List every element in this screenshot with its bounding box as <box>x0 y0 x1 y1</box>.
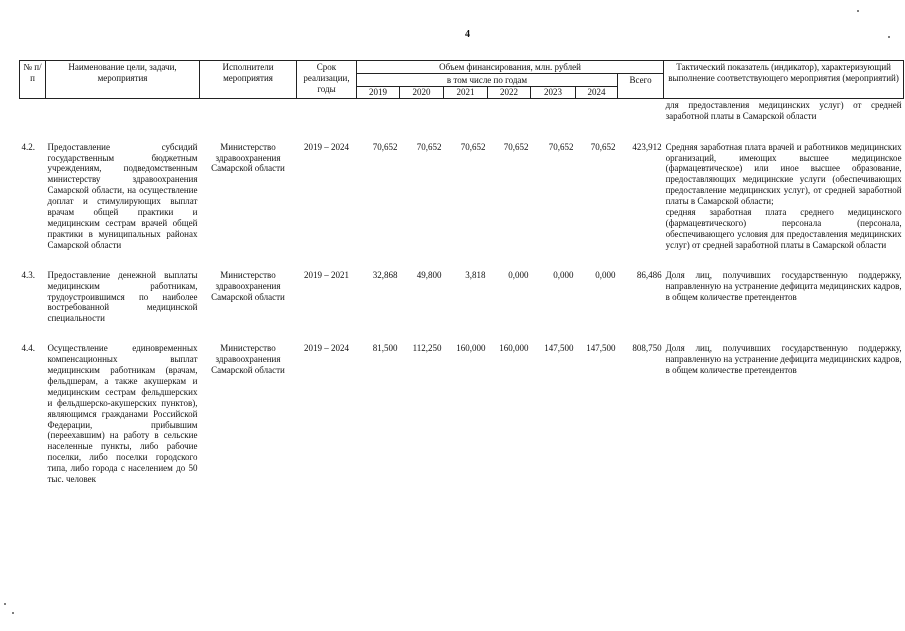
continuation-text: для предоставления медицинских услуг) от средней заработной платы в Самарской области <box>665 99 902 121</box>
row-name: Предоставление субсидий государственным бюджетным учреждениям, подведомственным министерству здравоохранения Самарской области, на осуществление доплат и стимулирующих выплат врачам общей практики и медицинским сестрам врачей общей практики в муниципальных районах Самарской области <box>47 141 198 250</box>
row-total: 808,750 <box>632 343 662 354</box>
page-number: 4 <box>465 29 470 40</box>
header-year: 2022 <box>488 86 531 98</box>
header-term: Срок реализации, годы <box>297 61 357 99</box>
scan-speck <box>888 36 890 38</box>
row-name: Осуществление единовременных компенсационных выплат медицинским работникам (врачам, фельдшерам, а также акушеркам и медицинским сестрам фельдшерских и фельдшерско-акушерских пунктов), являющимся гражданами Российской Федерации, прибывшим (переехавшим) на работу в сельские населенные пункты, либо рабочие поселки, либо поселки городского типа, либо города с населением до 50 тыс. человек <box>47 343 198 485</box>
row-value: 70,652 <box>548 141 574 152</box>
table-header <box>20 61 904 99</box>
row-value: 32,868 <box>372 269 398 280</box>
row-value: 112,250 <box>412 343 442 354</box>
header-year: 2023 <box>531 86 576 98</box>
row-term: 2019 – 2024 <box>304 343 349 354</box>
continuation-row <box>20 98 904 121</box>
header-by-years: в том числе по годам <box>357 73 618 86</box>
header-num: № п/п <box>20 61 46 99</box>
row-executor: Министерство здравоохранения Самарской области <box>211 343 285 376</box>
header-indicator: Тактический показатель (индикатор), характеризующий выполнение соответствующего мероприятия (мероприятий) <box>664 61 904 99</box>
row-value: 49,800 <box>416 269 442 280</box>
row-indicator: Средняя заработная плата врачей и работников медицинских организаций, имеющих высшее медицинское (фармацевтическое) или иное высшее образование, предоставляющих медицинские услуги (обеспечивающих предоставление медицинских услуг), от средней заработной платы в Самарской области; средняя заработная плата среднего медицинского (фармацевтического) персонала (персонала, обеспечивающего условия для предоставления медицинских услуг) от средней заработной платы в Самарской области <box>665 141 902 250</box>
row-value: 0,000 <box>553 269 574 280</box>
row-term: 2019 – 2021 <box>304 269 349 280</box>
row-value: 147,500 <box>544 343 574 354</box>
header-year: 2024 <box>576 86 618 98</box>
row-value: 3,818 <box>465 269 486 280</box>
table-body <box>20 98 904 485</box>
header-year: 2020 <box>400 86 444 98</box>
header-total: Всего <box>618 73 664 98</box>
row-value: 70,652 <box>416 141 442 152</box>
scan-speck <box>4 603 6 605</box>
row-name: Предоставление денежной выплаты медицинским работникам, трудоустроившимся по наиболее востребованной медицинской специальности <box>47 269 198 324</box>
row-value: 81,500 <box>372 343 398 354</box>
row-num: 4.3. <box>21 269 35 280</box>
row-value: 160,000 <box>499 343 529 354</box>
row-value: 160,000 <box>456 343 486 354</box>
header-executors: Исполнители мероприятия <box>200 61 297 99</box>
table-row <box>20 324 904 485</box>
row-term: 2019 – 2024 <box>304 141 349 152</box>
header-name: Наименование цели, задачи, мероприятия <box>46 61 200 99</box>
scan-speck <box>12 612 14 614</box>
row-value: 70,652 <box>503 141 529 152</box>
row-executor: Министерство здравоохранения Самарской области <box>211 269 285 302</box>
row-total: 423,912 <box>632 141 662 152</box>
scan-speck <box>857 10 859 12</box>
row-total: 86,486 <box>636 269 662 280</box>
row-value: 147,500 <box>586 343 616 354</box>
row-num: 4.4. <box>21 343 35 354</box>
row-num: 4.2. <box>21 141 35 152</box>
row-indicator: Доля лиц, получивших государственную поддержку, направленную на устранение дефицита медицинских кадров, в общем количестве претендентов <box>665 269 902 302</box>
row-value: 0,000 <box>595 269 616 280</box>
row-value: 70,652 <box>590 141 616 152</box>
row-executor: Министерство здравоохранения Самарской области <box>211 141 285 174</box>
header-year: 2019 <box>357 86 400 98</box>
row-value: 0,000 <box>508 269 529 280</box>
table-row <box>20 122 904 251</box>
row-indicator: Доля лиц, получивших государственную поддержку, направленную на устранение дефицита медицинских кадров, в общем количестве претендентов <box>665 343 902 376</box>
header-funding: Объем финансирования, млн. рублей <box>357 61 664 74</box>
row-value: 70,652 <box>460 141 486 152</box>
table-row <box>20 251 904 325</box>
row-value: 70,652 <box>372 141 398 152</box>
header-year: 2021 <box>444 86 488 98</box>
funding-table <box>19 60 904 485</box>
